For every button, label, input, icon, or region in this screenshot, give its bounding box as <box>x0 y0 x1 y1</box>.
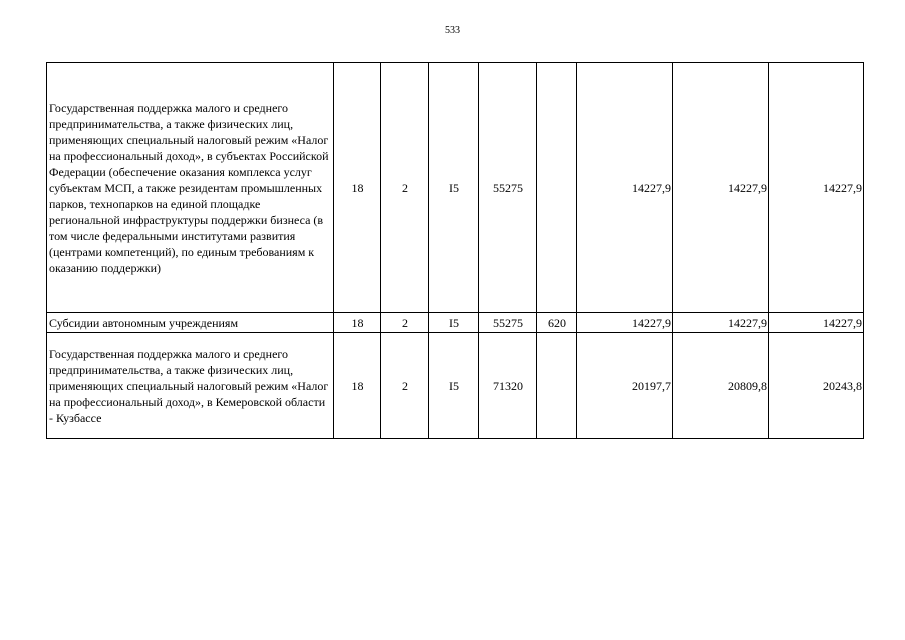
row-name-cell: Государственная поддержка малого и среднего предпринимательства, а также физических лиц, применяющих специальный налоговый режим «Налог на профессиональный доход», в субъектах Российской Федерации (обеспечение оказания комплекса услуг субъектам МСП, а также резидентам промышленных парков, технопарков на единой площадке региональной инфраструктуры поддержки бизнеса (в том числе федеральными институтами развития (центрами компетенций), по единым требованиям к оказанию поддержки) <box>47 63 334 313</box>
amount-year-3-cell: 20243,8 <box>769 333 864 439</box>
ministry-code-cell: 18 <box>334 333 381 439</box>
amount-year-3-cell: 14227,9 <box>769 313 864 333</box>
program-code-cell: 2 <box>381 63 429 313</box>
row-name-cell: Государственная поддержка малого и среднего предпринимательства, а также физических лиц, применяющих специальный налоговый режим «Налог на профессиональный доход», в Кемеровской области - Кузбассе <box>47 333 334 439</box>
amount-year-2-cell: 14227,9 <box>673 313 769 333</box>
row-name-cell: Субсидии автономным учреждениям <box>47 313 334 333</box>
page-number: 533 <box>445 25 460 36</box>
direction-code-cell: 55275 <box>479 63 537 313</box>
expense-type-cell: 620 <box>537 313 577 333</box>
ministry-code-cell: 18 <box>334 63 381 313</box>
project-code-cell: I5 <box>429 313 479 333</box>
program-code-cell: 2 <box>381 313 429 333</box>
table-row <box>47 333 864 439</box>
direction-code-cell: 71320 <box>479 333 537 439</box>
project-code-cell: I5 <box>429 63 479 313</box>
amount-year-1-cell: 14227,9 <box>577 313 673 333</box>
direction-code-cell: 55275 <box>479 313 537 333</box>
program-code-cell: 2 <box>381 333 429 439</box>
project-code-cell: I5 <box>429 333 479 439</box>
amount-year-2-cell: 14227,9 <box>673 63 769 313</box>
amount-year-3-cell: 14227,9 <box>769 63 864 313</box>
budget-table <box>46 62 864 439</box>
expense-type-cell <box>537 63 577 313</box>
amount-year-1-cell: 14227,9 <box>577 63 673 313</box>
table-row <box>47 313 864 333</box>
amount-year-2-cell: 20809,8 <box>673 333 769 439</box>
expense-type-cell <box>537 333 577 439</box>
table-row <box>47 63 864 313</box>
ministry-code-cell: 18 <box>334 313 381 333</box>
amount-year-1-cell: 20197,7 <box>577 333 673 439</box>
